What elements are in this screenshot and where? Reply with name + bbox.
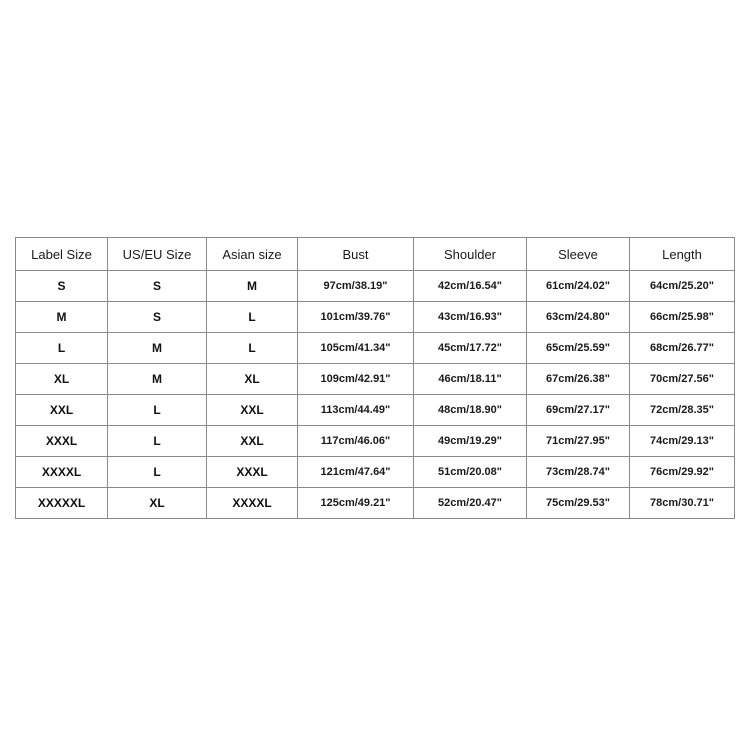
cell-length: 78cm/30.71" (630, 488, 735, 519)
table-row (16, 457, 735, 488)
cell-sleeve: 75cm/29.53" (527, 488, 630, 519)
table-row (16, 395, 735, 426)
cell-bust: 113cm/44.49" (298, 395, 414, 426)
cell-us-eu-size: L (108, 457, 207, 488)
cell-shoulder: 49cm/19.29" (414, 426, 527, 457)
cell-label-size: M (16, 302, 108, 333)
cell-sleeve: 65cm/25.59" (527, 333, 630, 364)
cell-label-size: XL (16, 364, 108, 395)
header-label-size: Label Size (16, 238, 108, 271)
cell-bust: 109cm/42.91" (298, 364, 414, 395)
cell-sleeve: 61cm/24.02" (527, 271, 630, 302)
cell-us-eu-size: S (108, 302, 207, 333)
cell-label-size: XXL (16, 395, 108, 426)
cell-us-eu-size: M (108, 333, 207, 364)
cell-sleeve: 69cm/27.17" (527, 395, 630, 426)
cell-asian-size: L (207, 302, 298, 333)
table-row (16, 426, 735, 457)
cell-bust: 121cm/47.64" (298, 457, 414, 488)
cell-length: 74cm/29.13" (630, 426, 735, 457)
cell-label-size: XXXXXL (16, 488, 108, 519)
cell-shoulder: 42cm/16.54" (414, 271, 527, 302)
cell-us-eu-size: M (108, 364, 207, 395)
cell-length: 66cm/25.98" (630, 302, 735, 333)
cell-length: 68cm/26.77" (630, 333, 735, 364)
cell-us-eu-size: S (108, 271, 207, 302)
cell-asian-size: M (207, 271, 298, 302)
cell-shoulder: 48cm/18.90" (414, 395, 527, 426)
cell-length: 76cm/29.92" (630, 457, 735, 488)
cell-asian-size: XL (207, 364, 298, 395)
cell-label-size: XXXXL (16, 457, 108, 488)
table-row (16, 364, 735, 395)
cell-shoulder: 45cm/17.72" (414, 333, 527, 364)
cell-bust: 105cm/41.34" (298, 333, 414, 364)
cell-asian-size: XXL (207, 426, 298, 457)
cell-label-size: L (16, 333, 108, 364)
cell-us-eu-size: L (108, 426, 207, 457)
cell-shoulder: 46cm/18.11" (414, 364, 527, 395)
cell-asian-size: XXXL (207, 457, 298, 488)
header-sleeve: Sleeve (527, 238, 630, 271)
cell-length: 72cm/28.35" (630, 395, 735, 426)
header-us-eu-size: US/EU Size (108, 238, 207, 271)
cell-shoulder: 43cm/16.93" (414, 302, 527, 333)
cell-shoulder: 52cm/20.47" (414, 488, 527, 519)
table-row (16, 333, 735, 364)
cell-us-eu-size: L (108, 395, 207, 426)
cell-sleeve: 71cm/27.95" (527, 426, 630, 457)
header-bust: Bust (298, 238, 414, 271)
cell-label-size: XXXL (16, 426, 108, 457)
cell-bust: 101cm/39.76" (298, 302, 414, 333)
cell-asian-size: XXL (207, 395, 298, 426)
cell-asian-size: XXXXL (207, 488, 298, 519)
cell-length: 70cm/27.56" (630, 364, 735, 395)
cell-bust: 97cm/38.19" (298, 271, 414, 302)
cell-bust: 125cm/49.21" (298, 488, 414, 519)
header-asian-size: Asian size (207, 238, 298, 271)
cell-length: 64cm/25.20" (630, 271, 735, 302)
cell-label-size: S (16, 271, 108, 302)
header-row (16, 238, 735, 271)
size-chart-body (16, 271, 735, 519)
cell-asian-size: L (207, 333, 298, 364)
table-row (16, 271, 735, 302)
cell-sleeve: 63cm/24.80" (527, 302, 630, 333)
cell-sleeve: 67cm/26.38" (527, 364, 630, 395)
cell-bust: 117cm/46.06" (298, 426, 414, 457)
table-row (16, 302, 735, 333)
size-chart-header (16, 238, 735, 271)
header-shoulder: Shoulder (414, 238, 527, 271)
cell-sleeve: 73cm/28.74" (527, 457, 630, 488)
table-row (16, 488, 735, 519)
header-length: Length (630, 238, 735, 271)
size-chart-table (15, 237, 735, 519)
cell-us-eu-size: XL (108, 488, 207, 519)
cell-shoulder: 51cm/20.08" (414, 457, 527, 488)
